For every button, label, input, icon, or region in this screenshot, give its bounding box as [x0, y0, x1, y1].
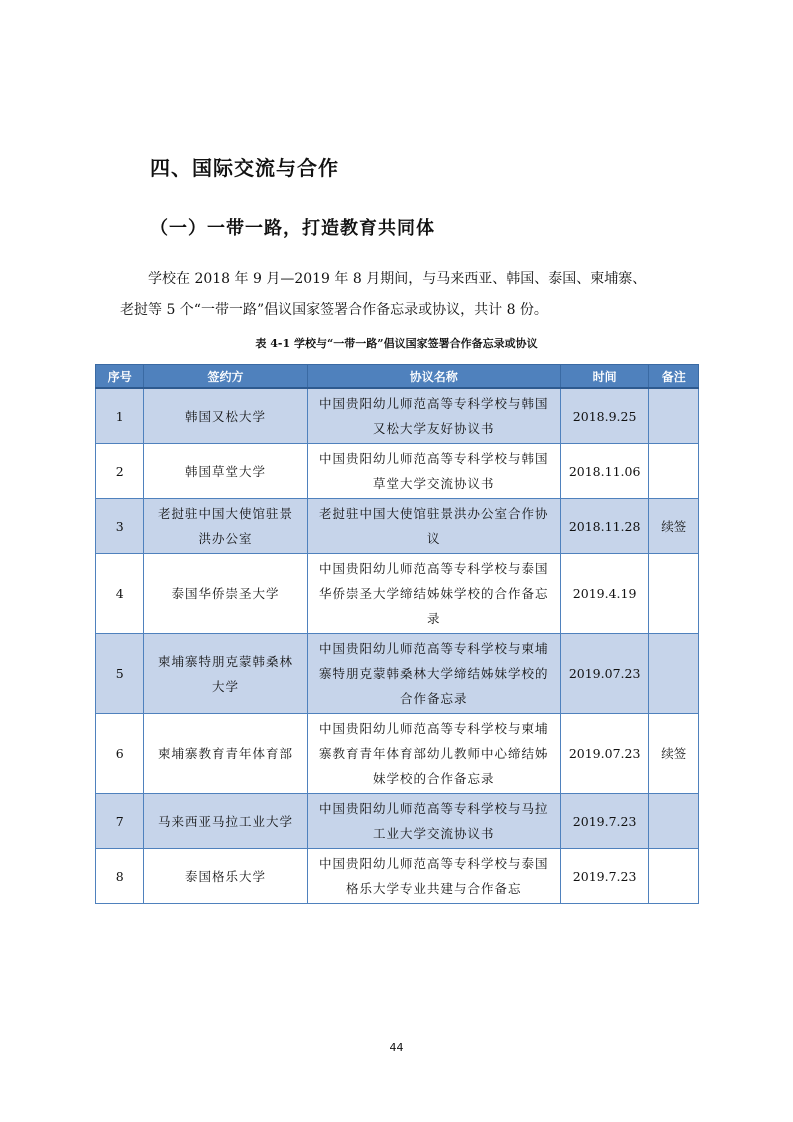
- cell-agreement: 老挝驻中国大使馆驻景洪办公室合作协议: [307, 499, 560, 554]
- cell-no: 5: [96, 634, 144, 714]
- cell-note: [649, 388, 699, 444]
- cell-party: 泰国格乐大学: [144, 849, 307, 904]
- paragraph-line-1: 学校在 2018 年 9 月—2019 年 8 月期间，与马来西亚、韩国、泰国、柬埔寨、: [148, 271, 647, 287]
- cell-note: [649, 554, 699, 634]
- table-row: [96, 388, 699, 444]
- cell-note: [649, 634, 699, 714]
- cell-party: 韩国草堂大学: [144, 444, 307, 499]
- table-row: [96, 849, 699, 904]
- cell-note: [649, 444, 699, 499]
- table-row: [96, 794, 699, 849]
- paragraph-line-2: 老挝等 5 个“一带一路”倡议国家签署合作备忘录或协议，共计 8 份。: [120, 302, 548, 318]
- cell-agreement: 中国贵阳幼儿师范高等专科学校与柬埔寨特朋克蒙韩桑林大学缔结姊妹学校的合作备忘录: [307, 634, 560, 714]
- cell-note: [649, 794, 699, 849]
- cell-agreement: 中国贵阳幼儿师范高等专科学校与韩国草堂大学交流协议书: [307, 444, 560, 499]
- cell-no: 4: [96, 554, 144, 634]
- table-caption: 表 4-1 学校与“一带一路”倡议国家签署合作备忘录或协议: [255, 337, 538, 350]
- section-heading: 四、国际交流与合作: [150, 156, 339, 180]
- header-agreement: 协议名称: [307, 365, 560, 389]
- subsection-heading: （一）一带一路，打造教育共同体: [150, 218, 435, 239]
- header-date: 时间: [560, 365, 649, 389]
- cell-agreement: 中国贵阳幼儿师范高等专科学校与柬埔寨教育青年体育部幼儿教师中心缔结姊妹学校的合作备忘录: [307, 714, 560, 794]
- header-party: 签约方: [144, 365, 307, 389]
- table-row: [96, 499, 699, 554]
- table-header-row: [96, 365, 699, 389]
- agreements-table: [95, 364, 699, 904]
- cell-party: 韩国又松大学: [144, 388, 307, 444]
- cell-date: 2019.07.23: [560, 634, 649, 714]
- cell-date: 2018.9.25: [560, 388, 649, 444]
- cell-agreement: 中国贵阳幼儿师范高等专科学校与韩国又松大学友好协议书: [307, 388, 560, 444]
- table-row: [96, 634, 699, 714]
- cell-party: 马来西亚马拉工业大学: [144, 794, 307, 849]
- header-no: 序号: [96, 365, 144, 389]
- page-number: 44: [389, 1041, 404, 1054]
- cell-no: 2: [96, 444, 144, 499]
- cell-note: [649, 849, 699, 904]
- cell-agreement: 中国贵阳幼儿师范高等专科学校与马拉工业大学交流协议书: [307, 794, 560, 849]
- cell-date: 2019.7.23: [560, 794, 649, 849]
- cell-note: 续签: [649, 499, 699, 554]
- cell-party: 泰国华侨崇圣大学: [144, 554, 307, 634]
- cell-date: 2018.11.06: [560, 444, 649, 499]
- cell-agreement: 中国贵阳幼儿师范高等专科学校与泰国华侨崇圣大学缔结姊妹学校的合作备忘录: [307, 554, 560, 634]
- cell-party: 柬埔寨教育青年体育部: [144, 714, 307, 794]
- cell-date: 2019.7.23: [560, 849, 649, 904]
- cell-party: 老挝驻中国大使馆驻景洪办公室: [144, 499, 307, 554]
- cell-no: 1: [96, 388, 144, 444]
- cell-party: 柬埔寨特朋克蒙韩桑林大学: [144, 634, 307, 714]
- header-note: 备注: [649, 365, 699, 389]
- table-row: [96, 554, 699, 634]
- table-row: [96, 714, 699, 794]
- table-row: [96, 444, 699, 499]
- cell-date: 2019.07.23: [560, 714, 649, 794]
- cell-note: 续签: [649, 714, 699, 794]
- cell-no: 6: [96, 714, 144, 794]
- cell-no: 8: [96, 849, 144, 904]
- cell-no: 3: [96, 499, 144, 554]
- cell-date: 2018.11.28: [560, 499, 649, 554]
- cell-no: 7: [96, 794, 144, 849]
- cell-agreement: 中国贵阳幼儿师范高等专科学校与泰国格乐大学专业共建与合作备忘: [307, 849, 560, 904]
- cell-date: 2019.4.19: [560, 554, 649, 634]
